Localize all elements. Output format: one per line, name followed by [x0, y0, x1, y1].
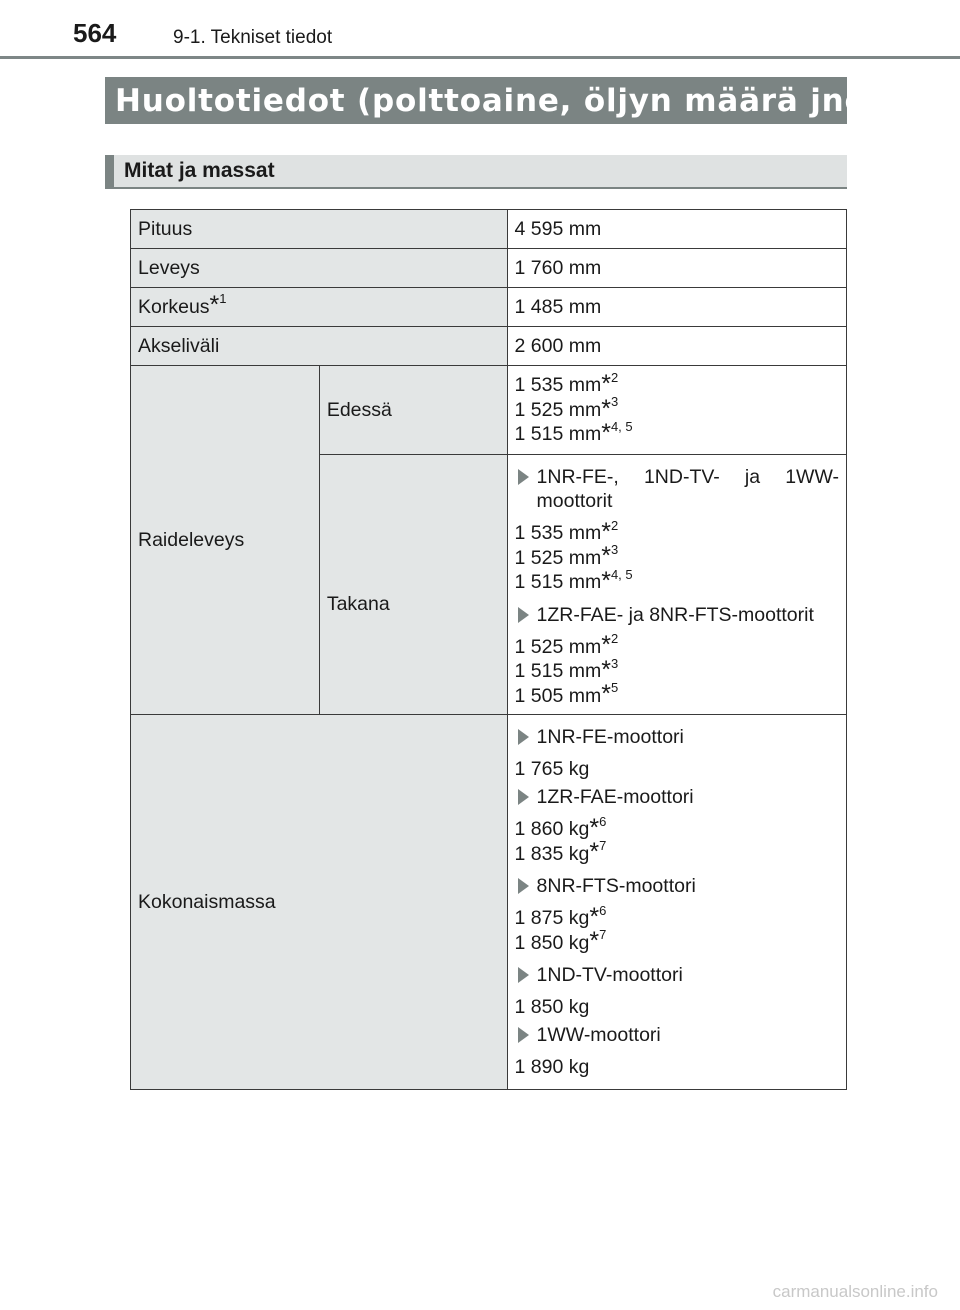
value-lines	[514, 902, 839, 959]
label-text: Korkeus	[138, 295, 210, 318]
value-line: 1 765 kg	[514, 758, 590, 780]
engine-heading: 1WW-moottori	[515, 1023, 839, 1047]
engine-heading: 1NR-FE-, 1ND-TV- ja 1WW-moottorit	[515, 465, 839, 513]
triangle-bullet-icon	[518, 469, 529, 485]
value-line: 1 835 kg*$^7$	[514, 838, 607, 867]
triangle-bullet-icon	[518, 729, 529, 745]
row-label	[131, 288, 508, 327]
triangle-bullet-icon	[518, 789, 529, 805]
value-line: 1 535 mm*$^2$	[514, 369, 619, 399]
table-row	[131, 210, 847, 249]
triangle-bullet-icon	[518, 607, 529, 623]
value-lines	[515, 367, 839, 453]
row-label: Akseliväli	[131, 327, 508, 366]
engine-heading: 1NR-FE-moottori	[515, 725, 839, 749]
row-label: Kokonaismassa	[131, 715, 508, 1090]
value-lines	[514, 517, 839, 599]
value-line: 1 505 mm*$^5$	[514, 680, 619, 709]
page-number: 564	[73, 18, 117, 48]
value-line: 1 525 mm*$^2$	[514, 631, 619, 660]
running-head: 9-1. Tekniset tiedot	[173, 27, 333, 48]
subsection-title-bar	[105, 155, 847, 189]
engine-heading: 1ZR-FAE- ja 8NR-FTS-moottorit	[515, 603, 839, 627]
watermark: carmanualsonline.info	[772, 1282, 938, 1301]
dimensions-table	[130, 209, 847, 1090]
row-label: Raideleveys	[131, 366, 320, 715]
triangle-bullet-icon	[518, 878, 529, 894]
table-row	[131, 249, 847, 288]
value-lines	[514, 631, 839, 709]
value-cell	[507, 366, 846, 455]
row-value: 2 600 mm	[507, 327, 846, 366]
table-row	[131, 288, 847, 327]
triangle-bullet-icon	[518, 967, 529, 983]
value-line: 1 515 mm*$^{4, 5}$	[514, 566, 633, 595]
engine-heading: 8NR-FTS-moottori	[515, 874, 839, 898]
subsection-title: Mitat ja massat	[124, 159, 275, 182]
value-line: 1 850 kg*$^7$	[514, 927, 607, 956]
value-line: 1 515 mm*$^{4, 5}$	[514, 418, 633, 448]
value-line: 1 875 kg*$^6$	[514, 902, 607, 931]
table-row	[131, 715, 847, 1090]
sub-label: Takana	[319, 455, 507, 715]
engine-heading: 1ND-TV-moottori	[515, 963, 839, 987]
row-value: 1 485 mm	[507, 288, 846, 327]
header-rule	[0, 56, 960, 59]
value-line: 1 535 mm*$^2$	[514, 517, 619, 546]
triangle-bullet-icon	[518, 1027, 529, 1043]
value-line: 1 525 mm*$^3$	[514, 394, 619, 423]
row-value: 4 595 mm	[507, 210, 846, 249]
value-cell	[507, 715, 846, 1090]
value-line: 1 525 mm*$^3$	[514, 542, 619, 571]
section-title-bar	[105, 77, 894, 124]
value-cell	[507, 455, 846, 715]
value-line: 1 860 kg*$^6$	[514, 813, 607, 842]
row-label: Leveys	[131, 249, 508, 288]
table-row	[131, 366, 847, 455]
sub-label: Edessä	[319, 366, 507, 455]
section-title: Huoltotiedot (polttoaine, öljyn määrä jne.)	[115, 82, 894, 119]
value-line: 1 515 mm*$^3$	[514, 655, 619, 684]
engine-heading: 1ZR-FAE-moottori	[515, 785, 839, 809]
value-line: 1 890 kg	[514, 1056, 590, 1078]
footnote-ref: 1	[219, 291, 227, 306]
value-lines	[514, 813, 839, 870]
value-line: 1 850 kg	[514, 996, 590, 1018]
row-value: 1 760 mm	[507, 249, 846, 288]
footnote-star: *	[209, 291, 220, 320]
row-label: Pituus	[131, 210, 508, 249]
table-row	[131, 327, 847, 366]
